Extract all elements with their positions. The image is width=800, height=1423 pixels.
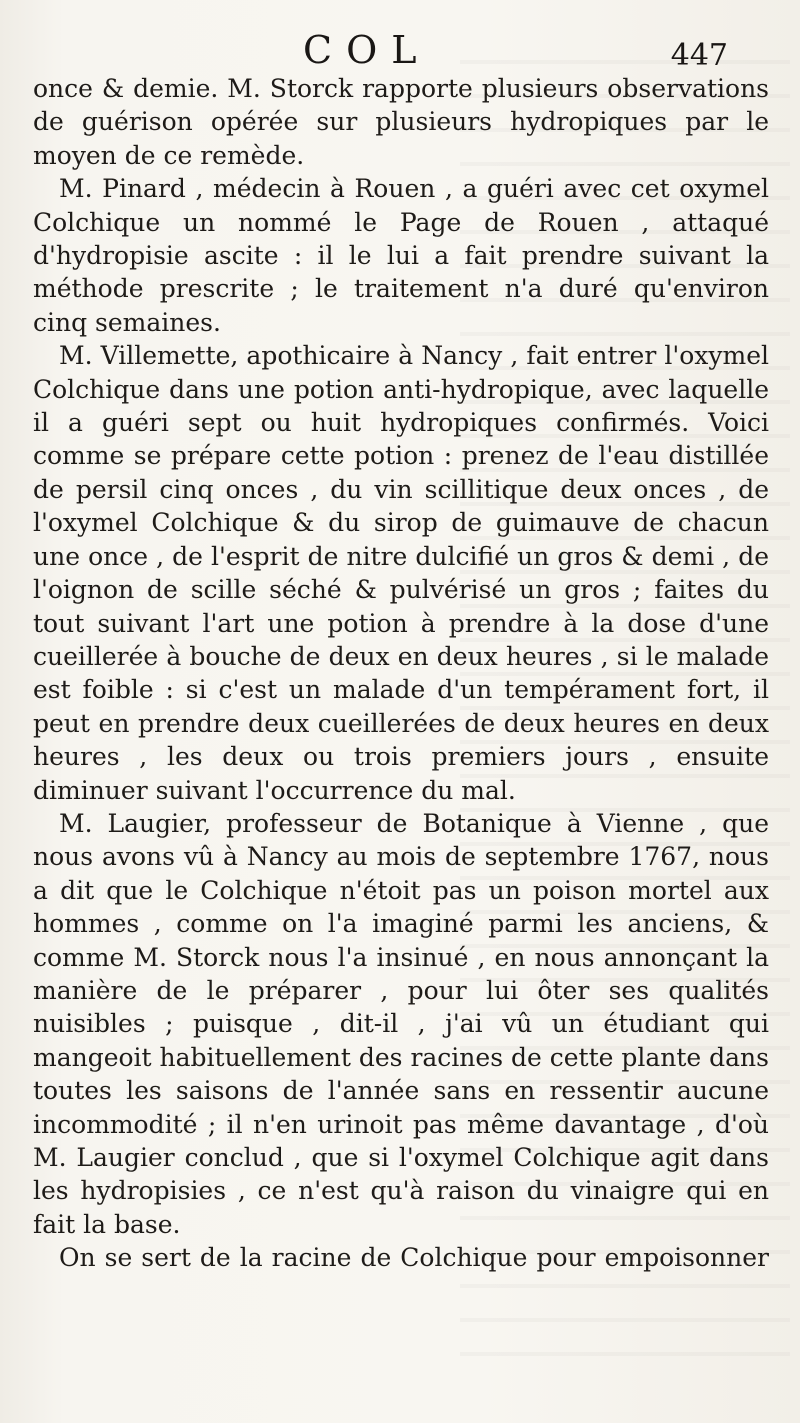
- paragraph-poison: On se sert de la racine de Colchique pour empoisonner: [59, 1243, 769, 1273]
- paragraph-pinard: M. Pinard , médecin à Rouen , a guéri avec cet oxymel Colchique un nommé le Page de Rouen , attaqué d'hydropisie ascite : il le lui a fait prendre suivant la méthode prescrite ; le traitement n'a duré qu'environ cinq semaines.: [33, 174, 769, 337]
- page-number: 447: [670, 38, 728, 73]
- body-text: [33, 72, 769, 1275]
- paragraph-continuation: once & demie. M. Storck rapporte plusieurs observations de guérison opérée sur plusieurs hydropiques par le moyen de ce remède.: [33, 74, 769, 170]
- paragraph-villemette: M. Villemette, apothicaire à Nancy , fait entrer l'oxymel Colchique dans une potion anti-hydropique, avec laquelle il a guéri sept ou huit hydropiques confirmés. Voici comme se prépare cette potion : prenez de l'eau distillée de persil cinq onces , du vin scillitique deux onces , de l'oxymel Colchique & du sirop de guimauve de chacun une once , de l'esprit de nitre dulcifié un gros & demi , de l'oignon de scille séché & pulvérisé un gros ; faites du tout suivant l'art une potion à prendre à la dose d'une cueillerée à bouche de deux en deux heures , si le malade est foible : si c'est un malade d'un tempérament fort, il peut en prendre deux cueillerées de deux heures en deux heures , les deux ou trois premiers jours , ensuite diminuer suivant l'occurrence du mal.: [33, 341, 769, 805]
- running-head: COL: [303, 28, 431, 72]
- paragraph-laugier: M. Laugier, professeur de Botanique à Vienne , que nous avons vû à Nancy au mois de septembre 1767, nous a dit que le Colchique n'étoit pas un poison mortel aux hommes , comme on l'a imaginé parmi les anciens, & comme M. Storck nous l'a insinué , en nous annonçant la manière de le préparer , pour lui ôter ses qualités nuisibles ; puisque , dit-il , j'ai vû un étudiant qui mangeoit habituellement des racines de cette plante dans toutes les saisons de l'année sans en ressentir aucune incommodité ; il n'en urinoit pas même davantage , d'où M. Laugier conclud , que si l'oxymel Colchique agit dans les hydropisies , ce n'est qu'à raison du vinaigre qui en fait la base.: [33, 808, 769, 1239]
